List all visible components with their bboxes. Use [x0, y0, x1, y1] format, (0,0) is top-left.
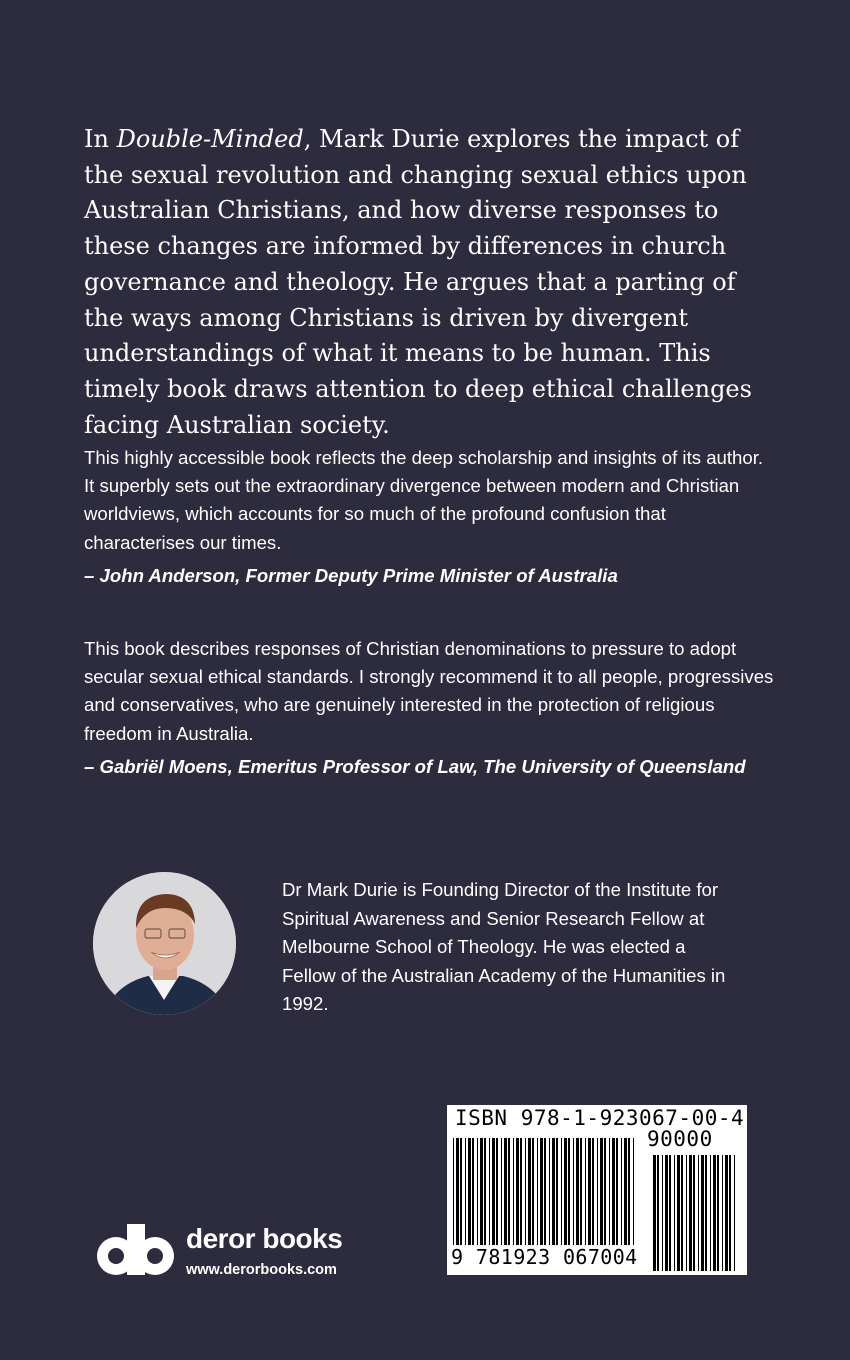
book-title: Double-Minded — [116, 125, 304, 153]
publisher-name: deror books — [186, 1223, 343, 1254]
review-quote: This book describes responses of Christian denominations to pressure to adopt secular sexual ethical standards. I strongly recommend it to all people, progressives and conservatives, who are genuinely interested in the protection of religious freedom in Australia. — [84, 638, 774, 744]
review-quote: This highly accessible book reflects the deep scholarship and insights of its author. It superbly sets out the extraordinary divergence between modern and Christian worldviews, which accounts for so much of the profound confusion that characterises our times. — [84, 447, 764, 553]
publisher-logo — [97, 1224, 175, 1281]
book-blurb — [84, 122, 764, 443]
ean-digits: 9 781923 067004 — [451, 1245, 638, 1269]
blurb-text: , Mark Durie explores the impact of the sexual revolution and changing sexual ethics upon Australian Christians, and how diverse responses to these changes are informed by differences in church governance and theology. He argues that a parting of the ways among Christians is driven by divergent understandings of what it means to be human. This timely book draws attention to deep ethical challenges facing Australian society. — [84, 125, 752, 439]
author-portrait-icon — [93, 872, 236, 1015]
review-1 — [84, 444, 764, 590]
author-bio: Dr Mark Durie is Founding Director of the Institute for Spiritual Awareness and Senior Research Fellow at Melbourne School of Theology. He was elected a Fellow of the Australian Academy of the Humanities in 1992. — [282, 879, 726, 1014]
addon-digits: 90000 — [647, 1127, 713, 1151]
review-attribution: – John Anderson, Former Deputy Prime Minister of Australia — [84, 564, 618, 586]
publisher-url[interactable]: www.derorbooks.com — [186, 1262, 337, 1278]
publisher-logo-icon — [97, 1224, 175, 1276]
blurb-prefix: In — [84, 125, 117, 153]
review-attribution: – Gabriël Moens, Emeritus Professor of Law, The University of Queensland — [84, 755, 746, 777]
isbn-barcode — [447, 1105, 747, 1275]
review-2 — [84, 635, 784, 781]
isbn-text: ISBN 978-1-923067-00-4 — [455, 1106, 745, 1130]
author-photo — [93, 872, 236, 1015]
